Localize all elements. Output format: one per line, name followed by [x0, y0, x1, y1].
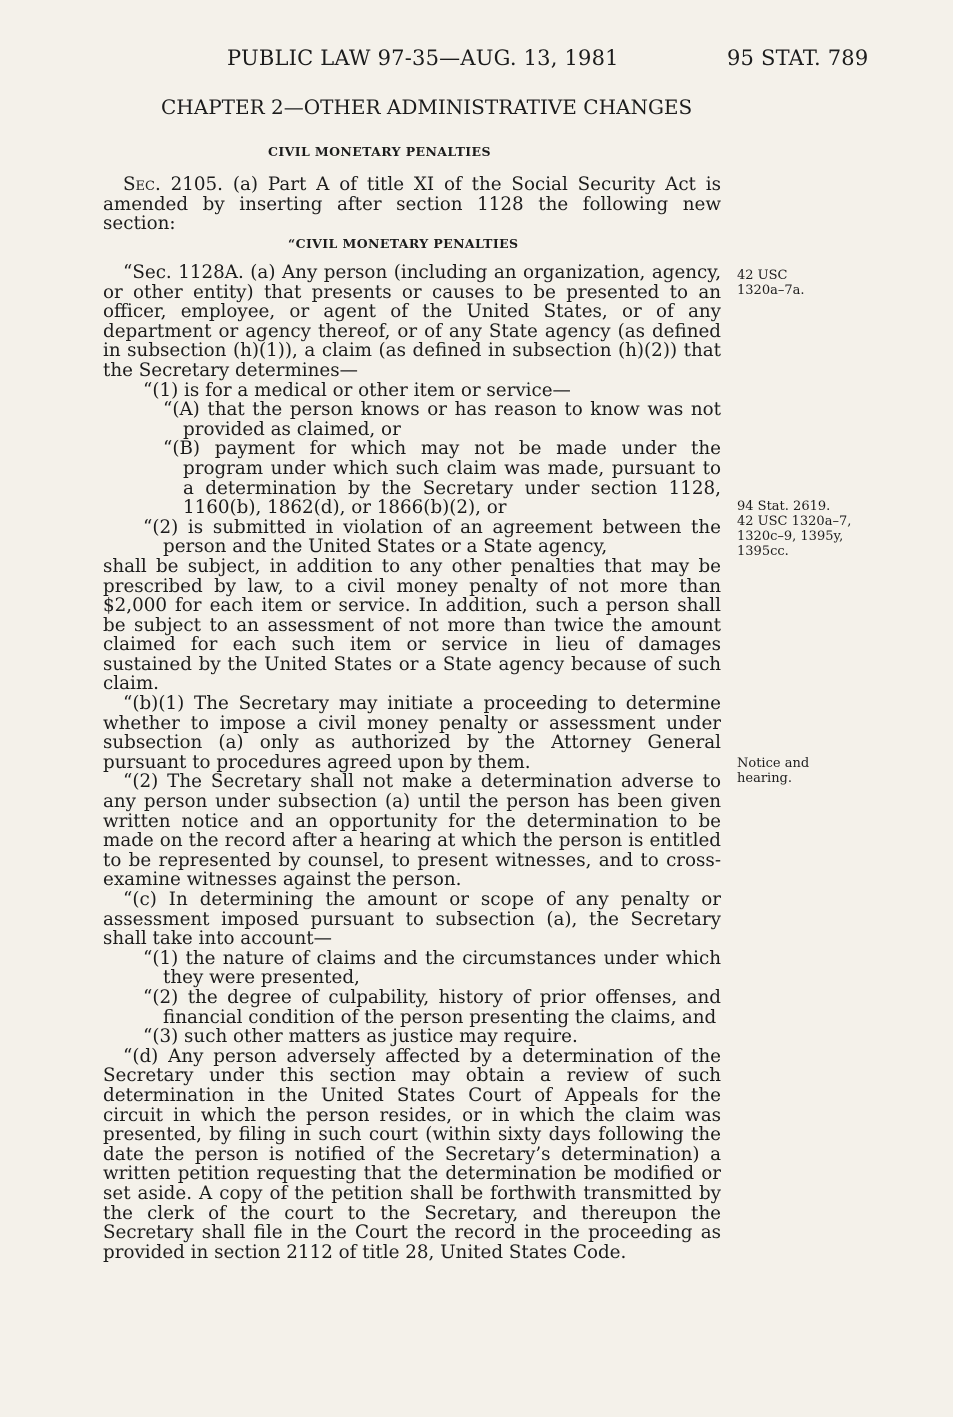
- margin-note-usc: [737, 268, 887, 298]
- section-heading: CIVIL MONETARY PENALTIES: [268, 144, 491, 159]
- margin-note-line: 1320c–9, 1395y,: [737, 529, 844, 544]
- statute-paragraph: “(b)(1) The Secretary may initiate a proceeding to determine whether to impose a civil money penalty or assessment under subsection (a) only as authorized by the Attorney General pursuant to procedures agreed upon by them.: [103, 693, 721, 773]
- chapter-title: CHAPTER 2—OTHER ADMINISTRATIVE CHANGES: [161, 95, 693, 119]
- margin-note-line: 42 USC: [737, 268, 788, 283]
- running-header-left: PUBLIC LAW 97-35—AUG. 13, 1981: [227, 46, 619, 70]
- sec-intro-text: 2105. (a) Part A of title XI of the Social Security Act is amended by inserting after section 1128 the following new section:: [103, 174, 721, 235]
- page-stat-number: 95 STAT. 789: [727, 46, 869, 70]
- sec-label: Sec.: [123, 174, 161, 195]
- statute-paragraph: “(B) payment for which may not be made under the program under which such claim was made, pursuant to a determination by the Secretary under section 1128, 1160(b), 1862(d), or 1866(b)(2), or: [163, 438, 721, 519]
- statute-paragraph: “(3) such other matters as justice may require.: [143, 1026, 578, 1048]
- margin-note-stat: [737, 499, 887, 559]
- statute-paragraph: “(c) In determining the amount or scope of any penalty or assessment imposed pursuant to subsection (a), the Secretary shall take into account—: [103, 889, 721, 950]
- margin-note-line: 42 USC 1320a–7,: [737, 514, 852, 529]
- margin-note-line: hearing.: [737, 771, 793, 786]
- statute-paragraph: “(2) The Secretary shall not make a determination adverse to any person under subsection (a) until the person has been given written notice and an opportunity for the determination to be made on the record after a hearing at which the person is entitled to be represented by counsel, to present witnesses, and to cross-examine witnesses against the person.: [103, 771, 721, 891]
- statute-paragraph: “(1) is for a medical or other item or service—: [143, 379, 571, 401]
- statute-body: [103, 263, 721, 1262]
- statute-paragraph: “Sec. 1128A. (a) Any person (including an organization, agency, or other entity) that presents or causes to be presented to an officer, employee, or agent of the United States, or of any department or agency thereof, or of any State agency (as defined in subsection (h)(1)), a claim (as defined in subsection (h)(2)) that the Secretary determines—: [103, 262, 721, 381]
- section-intro: [103, 175, 721, 234]
- statute-paragraph: “(d) Any person adversely affected by a determination of the Secretary under this section may obtain a review of such determination in the United States Court of Appeals for the circuit in which the person resides, or in which the claim was presented, by filing in such court (within sixty days following the date the person is notified of the Secretary’s determination) a written petition requesting that the determination be modified or set aside. A copy of the petition shall be forthwith transmitted by the clerk of the court to the Secretary, and thereupon the Secretary shall file in the Court the record in the proceeding as provided in section 2112 of title 28, United States Code.: [103, 1045, 721, 1263]
- margin-note-line: 94 Stat. 2619.: [737, 499, 831, 514]
- statute-paragraph: “(A) that the person knows or has reason to know was not provided as claimed, or: [163, 399, 721, 440]
- margin-note-line: 1320a–7a.: [737, 283, 805, 298]
- statute-paragraph: shall be subject, in addition to any other penalties that may be prescribed by law, to a civil money penalty of not more than $2,000 for each item or service. In addition, such a person shall be subject to an assessment of not more than twice the amount claimed for each such item or service in lieu of damages sustained by the United States or a State agency because of such claim.: [103, 555, 721, 695]
- statute-paragraph: “(2) is submitted in violation of an agreement between the person and the United States or a State agency,: [143, 516, 721, 558]
- statute-paragraph: “(1) the nature of claims and the circumstances under which they were presented,: [143, 947, 721, 989]
- margin-note-line: Notice and: [737, 756, 810, 771]
- quoted-section-heading: “CIVIL MONETARY PENALTIES: [288, 236, 519, 251]
- margin-note-notice: [737, 756, 887, 786]
- statute-paragraph: “(2) the degree of culpability, history of prior offenses, and financial condition of the person presenting the claims, and: [143, 986, 721, 1028]
- margin-note-line: 1395cc.: [737, 544, 789, 559]
